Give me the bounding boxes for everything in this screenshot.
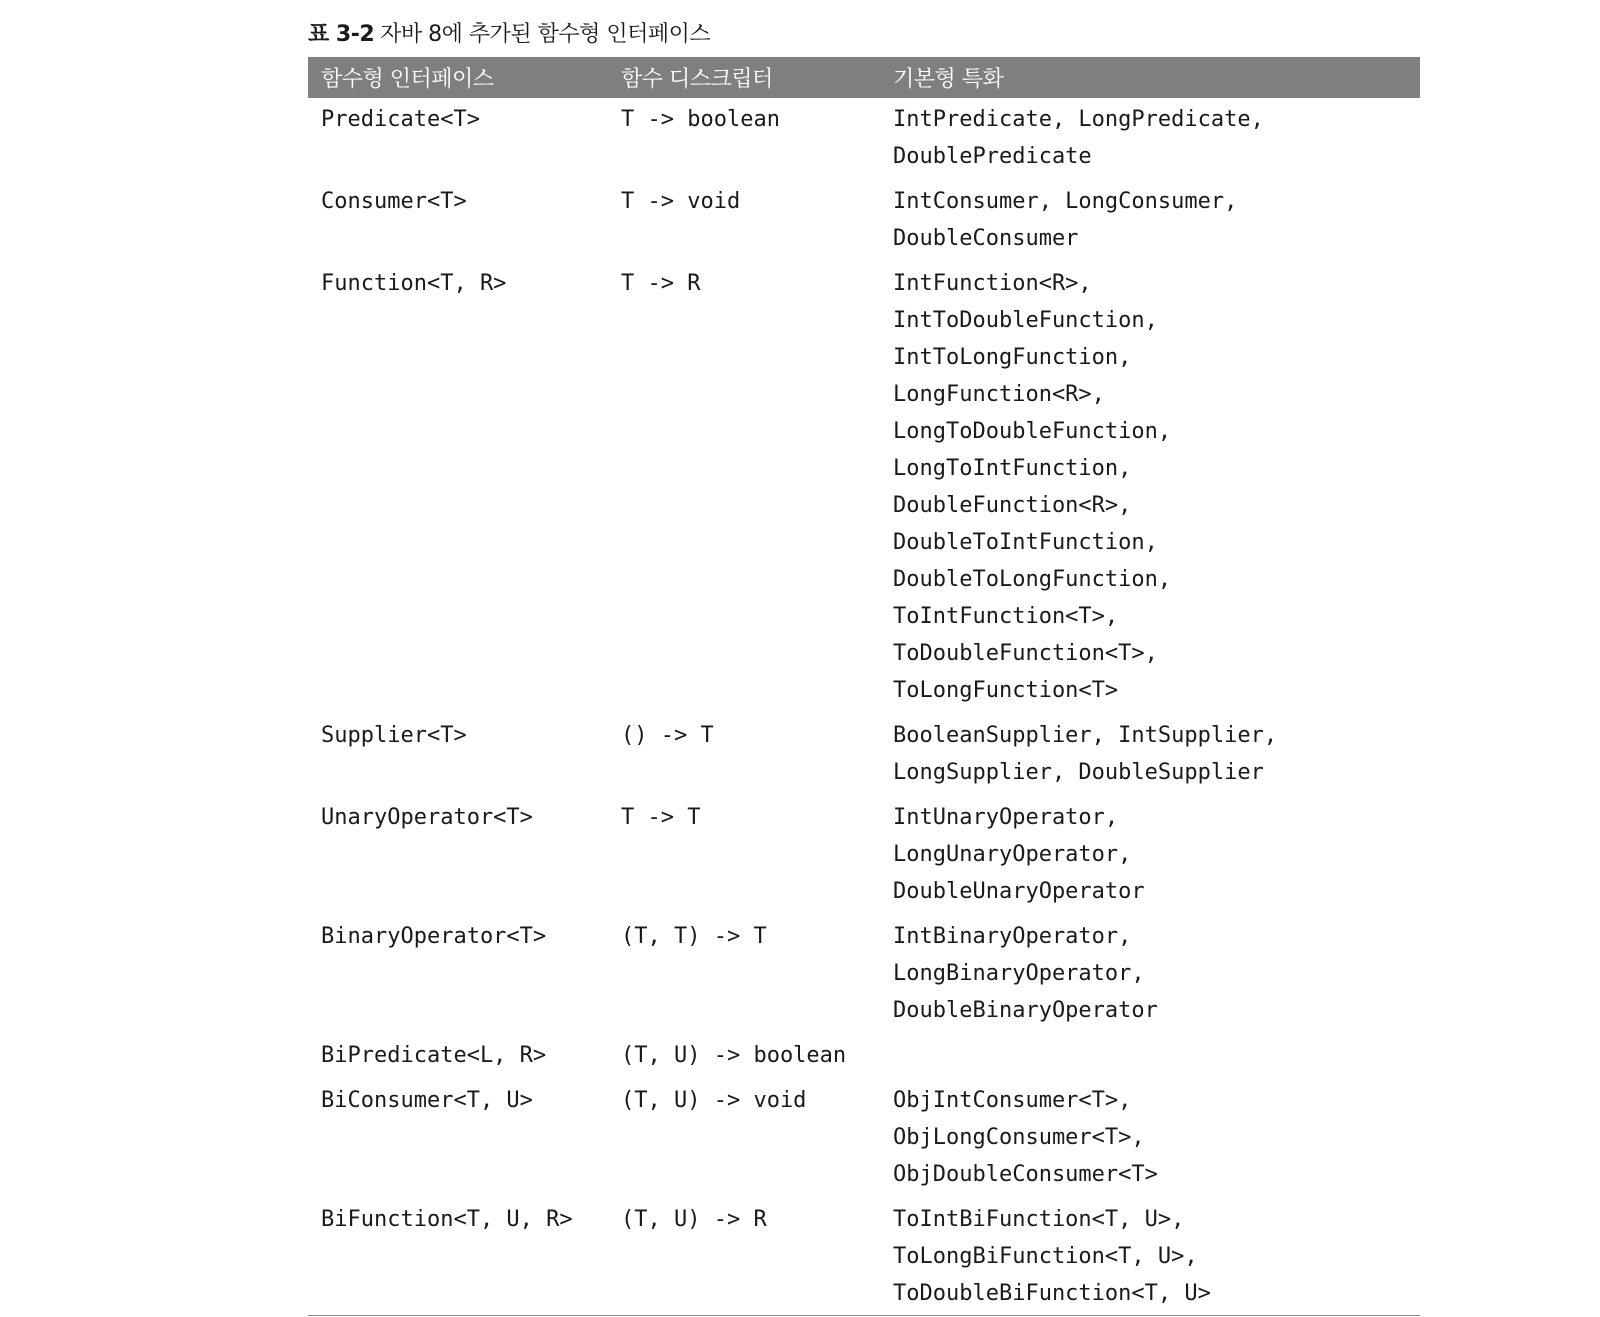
- specialization-line: DoubleFunction<R>,: [893, 493, 1132, 518]
- table-row: [308, 1198, 1420, 1317]
- functional-interfaces-table: [308, 57, 1420, 1316]
- specialization-line: IntBinaryOperator,: [893, 924, 1132, 949]
- cell-functional-interface: BiConsumer<T, U>: [321, 1088, 533, 1113]
- table-row: [308, 98, 1420, 180]
- cell-primitive-specializations: [893, 1082, 1420, 1193]
- cell-function-descriptor: T -> void: [621, 189, 741, 214]
- specialization-line: ToLongFunction<T>: [893, 678, 1119, 703]
- cell-function-descriptor: T -> T: [621, 805, 701, 830]
- specialization-line: LongSupplier, DoubleSupplier: [893, 760, 1264, 785]
- cell-functional-interface: UnaryOperator<T>: [321, 805, 533, 830]
- specialization-line: LongFunction<R>,: [893, 382, 1105, 407]
- cell-primitive-specializations: [893, 265, 1420, 709]
- specialization-line: IntConsumer, LongConsumer,: [893, 189, 1238, 214]
- specialization-line: DoubleUnaryOperator: [893, 879, 1145, 904]
- table-caption-number: 표 3-2: [308, 22, 375, 47]
- table-header-row: [308, 57, 1420, 98]
- cell-function-descriptor: (T, U) -> boolean: [621, 1043, 847, 1068]
- cell-functional-interface: Function<T, R>: [321, 271, 507, 296]
- header-function-descriptor: 함수 디스크립터: [621, 67, 773, 92]
- specialization-line: ToDoubleFunction<T>,: [893, 641, 1158, 666]
- table-row: [308, 796, 1420, 915]
- table-row: [308, 714, 1420, 796]
- specialization-line: ObjDoubleConsumer<T>: [893, 1162, 1158, 1187]
- specialization-line: ToIntBiFunction<T, U>,: [893, 1207, 1185, 1232]
- specialization-line: LongBinaryOperator,: [893, 961, 1145, 986]
- specialization-line: BooleanSupplier, IntSupplier,: [893, 723, 1278, 748]
- table-caption: [308, 20, 710, 50]
- specialization-line: ObjIntConsumer<T>,: [893, 1088, 1132, 1113]
- cell-functional-interface: BinaryOperator<T>: [321, 924, 547, 949]
- table-caption-title: 자바 8에 추가된 함수형 인터페이스: [380, 22, 711, 47]
- specialization-line: DoubleConsumer: [893, 226, 1079, 251]
- specialization-line: IntUnaryOperator,: [893, 805, 1119, 830]
- table-row: [308, 1079, 1420, 1198]
- specialization-line: ToDoubleBiFunction<T, U>: [893, 1281, 1211, 1306]
- specialization-empty: [893, 1037, 1420, 1074]
- specialization-line: ToIntFunction<T>,: [893, 604, 1119, 629]
- cell-primitive-specializations: [893, 918, 1420, 1029]
- header-primitive-specializations: 기본형 특화: [893, 67, 1004, 92]
- cell-primitive-specializations: [893, 1037, 1420, 1074]
- table-row: [308, 1034, 1420, 1079]
- cell-primitive-specializations: [893, 1201, 1420, 1312]
- cell-function-descriptor: T -> boolean: [621, 107, 780, 132]
- cell-primitive-specializations: [893, 101, 1420, 175]
- header-functional-interface: 함수형 인터페이스: [321, 67, 494, 92]
- specialization-line: IntPredicate, LongPredicate,: [893, 107, 1264, 132]
- cell-functional-interface: Consumer<T>: [321, 189, 467, 214]
- cell-primitive-specializations: [893, 799, 1420, 910]
- specialization-line: LongToDoubleFunction,: [893, 419, 1172, 444]
- table-row: [308, 262, 1420, 714]
- specialization-line: IntFunction<R>,: [893, 271, 1092, 296]
- specialization-line: ToLongBiFunction<T, U>,: [893, 1244, 1198, 1269]
- specialization-line: DoubleToLongFunction,: [893, 567, 1172, 592]
- specialization-line: ObjLongConsumer<T>,: [893, 1125, 1145, 1150]
- specialization-line: IntToDoubleFunction,: [893, 308, 1158, 333]
- cell-function-descriptor: T -> R: [621, 271, 701, 296]
- cell-function-descriptor: (T, U) -> void: [621, 1088, 807, 1113]
- cell-functional-interface: Predicate<T>: [321, 107, 480, 132]
- cell-function-descriptor: (T, U) -> R: [621, 1207, 767, 1232]
- specialization-line: DoublePredicate: [893, 144, 1092, 169]
- cell-functional-interface: BiFunction<T, U, R>: [321, 1207, 573, 1232]
- specialization-line: LongUnaryOperator,: [893, 842, 1132, 867]
- table-bottom-rule: [308, 1315, 1420, 1316]
- cell-primitive-specializations: [893, 717, 1420, 791]
- specialization-line: DoubleToIntFunction,: [893, 530, 1158, 555]
- cell-function-descriptor: (T, T) -> T: [621, 924, 767, 949]
- table-row: [308, 915, 1420, 1034]
- cell-functional-interface: BiPredicate<L, R>: [321, 1043, 547, 1068]
- specialization-line: DoubleBinaryOperator: [893, 998, 1158, 1023]
- table-body: [308, 98, 1420, 1317]
- cell-functional-interface: Supplier<T>: [321, 723, 467, 748]
- cell-primitive-specializations: [893, 183, 1420, 257]
- specialization-line: LongToIntFunction,: [893, 456, 1132, 481]
- table-row: [308, 180, 1420, 262]
- cell-function-descriptor: () -> T: [621, 723, 714, 748]
- specialization-line: IntToLongFunction,: [893, 345, 1132, 370]
